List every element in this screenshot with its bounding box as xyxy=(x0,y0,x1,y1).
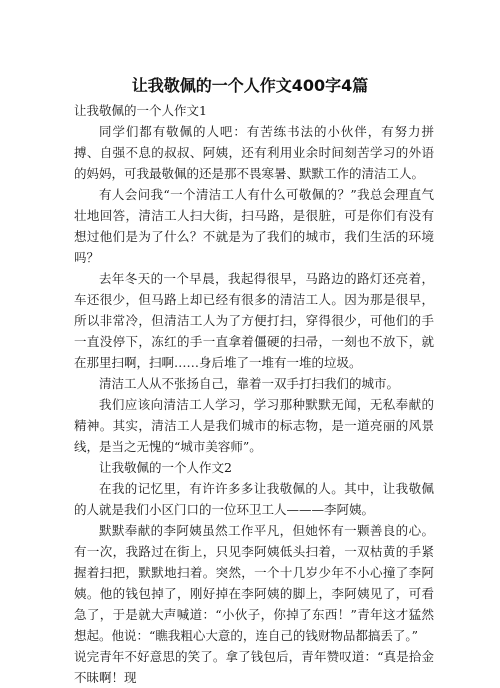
document-title: 让我敬佩的一个人作文400字4篇 xyxy=(131,76,369,95)
paragraph: 同学们都有敬佩的人吧：有苦练书法的小伙伴，有努力拼搏、自强不息的叔叔、阿姨，还有利用业余时间刻苦学习的外语的妈妈，可我最敬佩的还是那不畏寒暑、默默工作的清洁工人。 xyxy=(74,124,434,181)
paragraph: 有人会问我“一个清洁工人有什么可敬佩的？”我总会理直气壮地回答，清洁工人扫大街，扫马路，是很脏，可是你们有没有想过他们是为了什么？不就是为了我们的城市，我们生活的环境吗？ xyxy=(74,187,434,265)
paragraph: 去年冬天的一个早晨，我起得很早，马路边的路灯还亮着，车还很少，但马路上却已经有很多的清洁工人。因为那是很早，所以非常冷，但清洁工人为了方便打扫，穿得很少，可他们的手一直没停下，冻红的手一直拿着僵硬的扫帚，一刻也不放下，就在那里扫啊，扫啊……身后堆了一堆有一堆的垃圾。 xyxy=(74,271,434,370)
paragraph-continued: 说完青年不好意思的笑了。拿了钱包后，青年赞叹道：“真是拾金不昧啊！现 xyxy=(74,649,434,685)
paragraph: 我们应该向清洁工人学习，学习那种默默无闻，无私奉献的精神。其实，清洁工人是我们城市的标志物，是一道亮丽的风景线，是当之无愧的“城市美容师”。 xyxy=(74,397,434,454)
essay-heading-2: 让我敬佩的一个人作文2 xyxy=(99,460,232,475)
paragraph: 默默奉献的李阿姨虽然工作平凡，但她怀有一颗善良的心。有一次，我路过在街上，只见李阿姨低头扫着，一双枯黄的手紧握着扫把，默默地扫着。突然，一个十几岁少年不小心撞了李阿姨。他的钱包掉了，刚好掉在李阿姨的脚上，李阿姨见了，可看急了，于是就大声喊道：“小伙子，你掉了东西！”青年这才猛然想起。他说：“瞧我粗心大意的，连自己的钱财物品都搞丢了。” xyxy=(74,523,434,643)
paragraph: 清洁工人从不张扬自己，靠着一双手打扫我们的城市。 xyxy=(99,376,400,391)
essay-heading-1: 让我敬佩的一个人作文1 xyxy=(74,103,207,118)
paragraph: 在我的记忆里，有许许多多让我敬佩的人。其中，让我敬佩的人就是我们小区门口的一位环卫工人———李阿姨。 xyxy=(74,481,434,517)
document-body xyxy=(74,100,434,688)
